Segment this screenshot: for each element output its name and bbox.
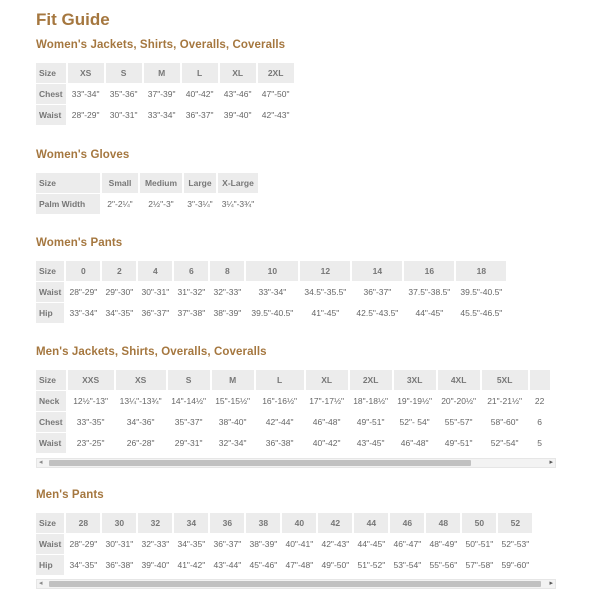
section-title-mens-jackets: [36, 345, 267, 359]
section-heading: Women's Pants: [36, 237, 123, 249]
table-cell: 45"-46": [249, 560, 278, 570]
column-header: 30: [102, 513, 136, 533]
column-header: 16: [404, 261, 454, 281]
section-heading: Men's Jackets, Shirts, Overalls, Coveralls: [36, 346, 267, 358]
row-header: Chest: [36, 84, 66, 104]
section-title-womens-gloves: [36, 148, 129, 162]
table-cell: 32"-33": [141, 539, 170, 549]
table-cell: 5: [537, 438, 542, 448]
section-title-womens-pants: [36, 236, 122, 250]
table-cell: 37"-38": [177, 308, 206, 318]
table-cell: 12½"-13": [73, 396, 109, 406]
table-cell: 46"-47": [393, 539, 422, 549]
column-header: L: [182, 63, 218, 83]
column-header: M: [144, 63, 180, 83]
column-header: 12: [300, 261, 350, 281]
table-row: [36, 303, 506, 323]
section-heading: Women's Jackets, Shirts, Overalls, Coveralls: [36, 39, 286, 51]
table-cell: 14"-14½": [171, 396, 207, 406]
table-cell: 33"-34": [69, 308, 98, 318]
table-cell: 29"-30": [105, 287, 134, 297]
column-header: M: [212, 370, 254, 390]
table-row: [36, 194, 258, 214]
row-header: Waist: [36, 534, 64, 554]
table-cell: 36"-37": [141, 308, 170, 318]
table-cell: 21"-21½": [487, 396, 523, 406]
table-row: [36, 391, 550, 411]
column-header: 52: [498, 513, 532, 533]
table-cell: 48"-49": [429, 539, 458, 549]
scrollbar-thumb[interactable]: [49, 460, 471, 466]
scrollbar-thumb[interactable]: [49, 581, 541, 587]
table-cell: 33"-34": [147, 110, 176, 120]
column-header: XS: [116, 370, 166, 390]
table-cell: 45.5"-46.5": [460, 308, 503, 318]
column-header: 4XL: [438, 370, 480, 390]
table-womens-gloves: [36, 173, 336, 214]
mens-pants-scrollbar[interactable]: [36, 579, 556, 589]
table-cell: 59"-60": [501, 560, 530, 570]
table-cell: 36"-37": [185, 110, 214, 120]
column-header-size: Size: [36, 261, 64, 281]
column-header: XS: [68, 63, 104, 83]
section-title-mens-pants: [36, 488, 104, 502]
table-cell: 41"-45": [311, 308, 340, 318]
table-cell: 52"-54": [490, 438, 519, 448]
table-row: [36, 433, 550, 453]
table-cell: 39"-40": [223, 110, 252, 120]
column-header: 2: [102, 261, 136, 281]
table-cell: 37.5"-38.5": [408, 287, 451, 297]
table-row: [36, 84, 294, 104]
table-header-row: [36, 173, 258, 193]
table-cell: 33"-34": [258, 287, 287, 297]
table-cell: 38"-39": [249, 539, 278, 549]
table-row: [36, 105, 294, 125]
row-header: Chest: [36, 412, 66, 432]
table-row: [36, 534, 532, 554]
table-cell: 2½"-3": [148, 199, 174, 209]
table-womens-jackets: [36, 63, 336, 125]
table-cell: 55"-57": [444, 417, 473, 427]
table-cell: 33"-34": [71, 89, 100, 99]
column-header: 6: [174, 261, 208, 281]
column-header: 48: [426, 513, 460, 533]
table-cell: 26"-28": [126, 438, 155, 448]
table-cell: 32"-33": [213, 287, 242, 297]
table-cell: 2"-2¼": [107, 199, 133, 209]
column-header: L: [256, 370, 304, 390]
column-header-size: Size: [36, 63, 66, 83]
scroll-left-arrow-icon[interactable]: ◂: [39, 459, 43, 466]
table-row: [36, 555, 532, 575]
table-cell: 46"-48": [312, 417, 341, 427]
table-cell: 46"-48": [400, 438, 429, 448]
table-header-row: [36, 513, 532, 533]
row-header: Hip: [36, 303, 64, 323]
table-cell: 35"-37": [174, 417, 203, 427]
row-header: Waist: [36, 433, 66, 453]
section-heading: Women's Gloves: [36, 149, 130, 161]
table-cell: 50"-51": [465, 539, 494, 549]
column-header: XL: [220, 63, 256, 83]
section-title-womens-jackets: [36, 38, 285, 52]
table-cell: 38"-39": [213, 308, 242, 318]
table-cell: 32"-34": [218, 438, 247, 448]
table-cell: 18"-18½": [353, 396, 389, 406]
table-cell: 6: [537, 417, 542, 427]
column-header: 2XL: [350, 370, 392, 390]
column-header: 5XL: [482, 370, 528, 390]
table-cell: 23"-25": [76, 438, 105, 448]
column-header: XL: [306, 370, 348, 390]
table-cell: 43"-44": [213, 560, 242, 570]
column-header-size: Size: [36, 370, 66, 390]
table-cell: 44"-45": [357, 539, 386, 549]
table-cell: 42.5"-43.5": [356, 308, 399, 318]
table-cell: 34"-35": [105, 308, 134, 318]
table-cell: 28"-29": [69, 539, 98, 549]
column-header: XXS: [68, 370, 114, 390]
column-header-size: Size: [36, 513, 64, 533]
column-header: 18: [456, 261, 506, 281]
table-cell: 40"-42": [185, 89, 214, 99]
mens-jackets-scrollbar[interactable]: [36, 458, 556, 468]
table-cell: 40"-41": [285, 539, 314, 549]
scroll-right-arrow-icon[interactable]: ▸: [549, 459, 553, 466]
table-cell: 58"-60": [490, 417, 519, 427]
table-cell: 43"-45": [356, 438, 385, 448]
table-cell: 49"-51": [444, 438, 473, 448]
table-cell: 36"-37": [213, 539, 242, 549]
table-cell: 36"-37": [363, 287, 392, 297]
table-header-row: [36, 370, 550, 390]
table-cell: 38"-40": [218, 417, 247, 427]
table-cell: 39"-40": [141, 560, 170, 570]
column-header: 28: [66, 513, 100, 533]
table-row: [36, 412, 550, 432]
table-cell: 43"-46": [223, 89, 252, 99]
row-header: Neck: [36, 391, 66, 411]
column-header: 44: [354, 513, 388, 533]
table-mens-jackets[interactable]: [36, 370, 556, 453]
page-title: Fit Guide: [36, 10, 110, 29]
column-header: Medium: [140, 173, 182, 193]
table-cell: 41"-42": [177, 560, 206, 570]
table-cell: 34"-36": [126, 417, 155, 427]
table-cell: 42"-44": [265, 417, 294, 427]
table-cell: 42"-43": [321, 539, 350, 549]
table-cell: 20"-20½": [441, 396, 477, 406]
table-cell: 34"-35": [69, 560, 98, 570]
column-header: S: [168, 370, 210, 390]
table-cell: 19"-19½": [397, 396, 433, 406]
table-row: [36, 282, 506, 302]
table-cell: 37"-39": [147, 89, 176, 99]
fit-guide: [36, 10, 600, 587]
table-cell: 34"-35": [177, 539, 206, 549]
table-cell: 47"-48": [285, 560, 314, 570]
table-cell: 49"-51": [356, 417, 385, 427]
table-header-row: [36, 261, 506, 281]
row-header: Waist: [36, 282, 64, 302]
table-cell: 3¼"-3¾": [221, 199, 255, 209]
table-header-row: [36, 63, 294, 83]
table-cell: 52"-53": [501, 539, 530, 549]
table-cell: 30"-31": [141, 287, 170, 297]
table-cell: 22: [534, 396, 545, 406]
column-header: 38: [246, 513, 280, 533]
column-header: 46: [390, 513, 424, 533]
table-cell: 29"-31": [174, 438, 203, 448]
table-cell: 30"-31": [109, 110, 138, 120]
table-womens-pants: [36, 261, 556, 323]
table-mens-pants[interactable]: [36, 513, 556, 575]
column-header: 4: [138, 261, 172, 281]
table-cell: 35"-36": [109, 89, 138, 99]
table-cell: 31"-32": [177, 287, 206, 297]
table-cell: 39.5"-40.5": [251, 308, 294, 318]
table-cell: 51"-52": [357, 560, 386, 570]
column-header: Large: [184, 173, 216, 193]
scroll-left-arrow-icon[interactable]: ◂: [39, 580, 43, 587]
table-cell: 28"-29": [71, 110, 100, 120]
table-cell: 16"-16½": [262, 396, 298, 406]
table-cell: 47"-50": [261, 89, 290, 99]
column-header: 2XL: [258, 63, 294, 83]
row-header: Hip: [36, 555, 64, 575]
column-header: 50: [462, 513, 496, 533]
table-cell: 3"-3¼": [187, 199, 213, 209]
table-cell: 44"-45": [415, 308, 444, 318]
column-header-size: Size: [36, 173, 100, 193]
column-header: 36: [210, 513, 244, 533]
table-cell: 17"-17½": [309, 396, 345, 406]
column-header: 34: [174, 513, 208, 533]
table-cell: 36"-38": [105, 560, 134, 570]
table-cell: 39.5"-40.5": [460, 287, 503, 297]
table-cell: 33"-35": [76, 417, 105, 427]
column-header: 8: [210, 261, 244, 281]
table-cell: 28"-29": [69, 287, 98, 297]
table-cell: 55"-56": [429, 560, 458, 570]
column-header: S: [106, 63, 142, 83]
column-header: [530, 370, 550, 390]
scroll-right-arrow-icon[interactable]: ▸: [549, 580, 553, 587]
column-header: 10: [246, 261, 298, 281]
table-cell: 57"-58": [465, 560, 494, 570]
row-header: Palm Width: [36, 194, 100, 214]
column-header: 0: [66, 261, 100, 281]
column-header: 14: [352, 261, 402, 281]
table-cell: 42"-43": [261, 110, 290, 120]
section-heading: Men's Pants: [36, 489, 104, 501]
column-header: 40: [282, 513, 316, 533]
table-cell: 53"-54": [393, 560, 422, 570]
table-cell: 52"- 54": [399, 417, 430, 427]
column-header: Small: [102, 173, 138, 193]
table-cell: 34.5"-35.5": [304, 287, 347, 297]
column-header: X-Large: [218, 173, 258, 193]
table-cell: 30"-31": [105, 539, 134, 549]
table-cell: 13¼"-13¾": [119, 396, 162, 406]
table-cell: 36"-38": [265, 438, 294, 448]
column-header: 3XL: [394, 370, 436, 390]
row-header: Waist: [36, 105, 66, 125]
table-cell: 40"-42": [312, 438, 341, 448]
column-header: 42: [318, 513, 352, 533]
table-cell: 49"-50": [321, 560, 350, 570]
table-cell: 15"-15½": [215, 396, 251, 406]
column-header: 32: [138, 513, 172, 533]
